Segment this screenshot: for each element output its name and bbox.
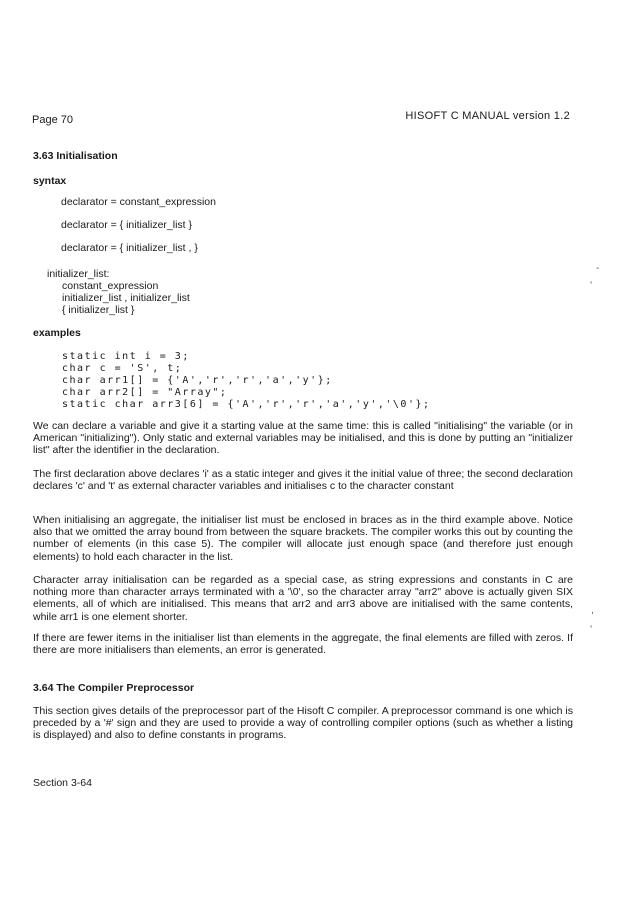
page-number: Page 70 — [32, 114, 73, 126]
footer-section-label: Section 3-64 — [33, 777, 92, 789]
code-line: static int i = 3; — [62, 351, 190, 362]
initializer-list-item: initializer_list , initializer_list — [62, 292, 190, 304]
syntax-line: declarator = constant_expression — [61, 196, 216, 208]
manual-title: HISOFT C MANUAL version 1.2 — [405, 110, 570, 122]
code-line: char arr2[] = "Array"; — [62, 387, 228, 398]
code-line: char c = 'S', t; — [62, 363, 183, 374]
body-paragraph: Character array initialisation can be regarded as a special case, as string expressions and constants in C are nothing more than character arrays terminated with a '\0', so the character array "arr2" above is actually given SIX elements, all of which are initialised. This means that arr2 and arr3 above are initialised with the same contents, while arr1 is one element shorter. — [33, 574, 573, 623]
code-line: char arr1[] = {'A','r','r','a','y'}; — [62, 375, 333, 386]
body-paragraph: If there are fewer items in the initialiser list than elements in the aggregate, the final elements are filled with zeros. If there are more initialisers than elements, an error is generated. — [33, 632, 573, 657]
body-paragraph: The first declaration above declares 'i' as a static integer and gives it the initial value of three; the second declaration declares 'c' and 't' as external character variables and initialises c to the character constant — [33, 468, 573, 493]
syntax-line: declarator = { initializer_list , } — [61, 242, 198, 254]
syntax-line: declarator = { initializer_list } — [61, 219, 193, 231]
initializer-list-item: constant_expression — [62, 280, 159, 292]
section-heading-initialisation: 3.63 Initialisation — [33, 150, 118, 162]
margin-mark: , — [591, 605, 594, 616]
examples-heading: examples — [33, 327, 81, 339]
code-line: static char arr3[6] = {'A','r','r','a','y','\0'}; — [62, 399, 431, 410]
body-paragraph: This section gives details of the preprocessor part of the Hisoft C compiler. A preprocessor command is one which is preceded by a '#' sign and they are used to provide a way of controlling compiler options (such as whether a listing is displayed) and also to define constants in programs. — [33, 705, 573, 742]
margin-mark: ‘ — [590, 280, 593, 291]
syntax-heading: syntax — [33, 175, 67, 187]
body-paragraph: When initialising an aggregate, the initialiser list must be enclosed in braces as in the third example above. Notice also that we omitted the array bound from between the square brackets. The compiler works this out by counting the number of elements (in this case 5). The compiler will allocate just enough space (and therefore just enough elements) to hold each character in the list. — [33, 514, 573, 563]
body-paragraph: We can declare a variable and give it a starting value at the same time: this is called "initialising" the variable (or in American "initializing"). Only static and external variables may be initialised, and this is done by putting an "initializer list" after the identifier in the declaration. — [33, 420, 573, 457]
initializer-list-item: { initializer_list } — [62, 304, 135, 316]
margin-mark: - — [596, 263, 600, 274]
initializer-list-label: initializer_list: — [47, 268, 110, 280]
margin-mark: ‘ — [590, 624, 593, 635]
section-heading-preprocessor: 3.64 The Compiler Preprocessor — [33, 682, 195, 694]
